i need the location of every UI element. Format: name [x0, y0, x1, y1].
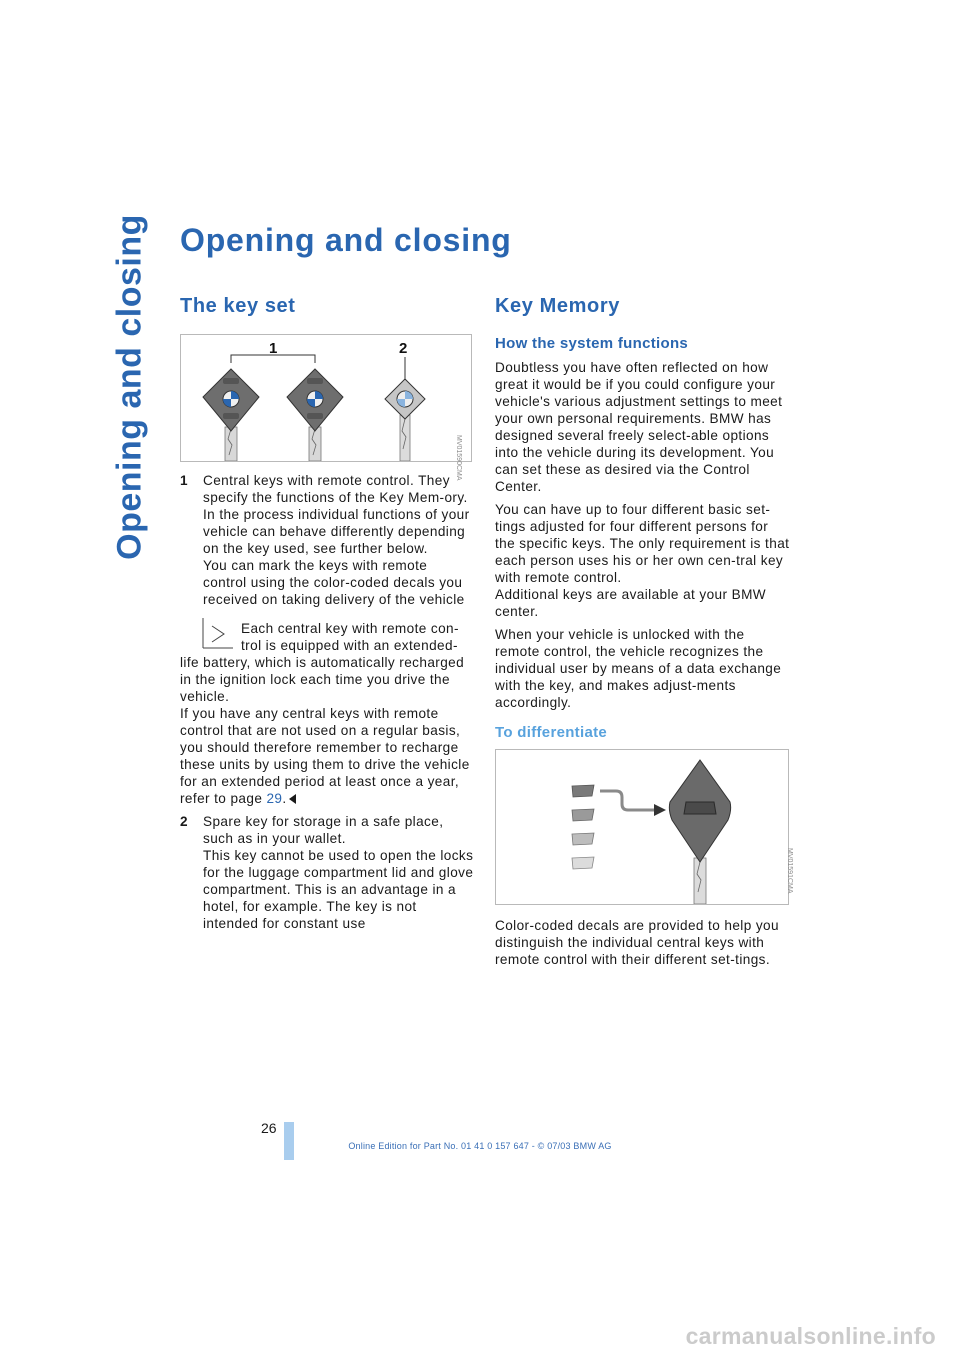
- decals-figure: [495, 749, 793, 905]
- list-item-central-keys: [180, 472, 475, 807]
- arrow-icon: [654, 804, 666, 816]
- note-text-a: Each central key with remote con-trol is equipped with an extended-: [241, 621, 459, 653]
- page-number: 26: [261, 1120, 277, 1136]
- decals-illustration: [496, 750, 788, 904]
- figure-code: MV01591CMA: [786, 848, 793, 894]
- note-text-c: If you have any central keys with remote control that are not used on a regular basis, you should therefore remember to recharge these units by using them to drive the vehicle for an extended period at least once a year, refer to page: [180, 706, 470, 806]
- end-mark-icon: [289, 794, 296, 804]
- central-key-icon: [287, 369, 343, 461]
- decal-icon: [572, 833, 594, 845]
- paragraph-2: You can have up to four different basic set-tings adjusted for four different persons for the specific keys. The only requirement is that each person uses his or her own cen-tral key with remote control.: [495, 502, 790, 585]
- keys-illustration: [181, 335, 471, 461]
- right-column: [495, 292, 792, 974]
- key-set-figure: [180, 334, 472, 481]
- item-number: 2: [180, 814, 188, 829]
- figure-label-2: 2: [399, 340, 408, 357]
- paragraph-3: When your vehicle is unlocked with the remote control, the vehicle recognizes the individual user by means of a data exchange with the key, and makes adjust-ments accordingly.: [495, 627, 782, 710]
- item-text: Central keys with remote control. They specify the functions of the Key Mem-ory. In the process individual functions of your vehicle can behave differently depending on the key used, see further below.: [203, 473, 470, 556]
- paragraph-4: Color-coded decals are provided to help you distinguish the individual central keys with remote control with their different set-tings.: [495, 918, 779, 967]
- item-text-continued: You can mark the keys with remote control using the color-coded decals you received on taking delivery of the vehicle: [203, 558, 465, 607]
- left-column: [180, 292, 475, 938]
- side-tab: [100, 214, 160, 560]
- key-memory-heading: Key Memory: [495, 295, 620, 317]
- battery-note: [180, 612, 475, 807]
- system-functions-heading: How the system functions: [495, 335, 689, 352]
- note-arrow-icon: [202, 617, 234, 649]
- note-text-b: life battery, which is automatically recharged in the ignition lock each time you drive the vehicle.: [180, 655, 465, 704]
- page-title: Opening and closing: [180, 222, 512, 258]
- list-item-spare-key: [180, 813, 475, 932]
- figure-code: MV01590CMA: [455, 435, 462, 481]
- side-tab-label: Opening and closing: [110, 214, 149, 560]
- page-link[interactable]: 29: [266, 791, 283, 806]
- item-text-continued: This key cannot be used to open the locks for the luggage compartment lid and glove compartment. This is an advantage in a hotel, for example. The key is not intended for constant use: [203, 848, 474, 931]
- note-end-text: .: [282, 791, 287, 806]
- decal-icon: [572, 809, 594, 821]
- watermark: carmanualsonline.info: [685, 1323, 936, 1349]
- item-text: Spare key for storage in a safe place, such as in your wallet.: [203, 814, 444, 846]
- decal-icon: [572, 785, 594, 797]
- figure-label-1: 1: [269, 340, 278, 357]
- key-set-heading: The key set: [180, 295, 296, 317]
- paragraph-1: Doubtless you have often reflected on how great it would be if you could configure your vehicle's various adjustment settings to meet your own personal requirements. BMW has designed several freely select-able options into the vehicle during its development. You can set these as desired via the Control Center.: [495, 360, 783, 494]
- paragraph-2b: Additional keys are available at your BMW center.: [495, 587, 767, 619]
- item-number: 1: [180, 473, 188, 488]
- spare-key-icon: [385, 379, 425, 461]
- central-key-icon: [203, 369, 259, 461]
- footer-note: Online Edition for Part No. 01 41 0 157 647 - © 07/03 BMW AG: [348, 1141, 612, 1151]
- central-key-icon: [669, 760, 730, 904]
- differentiate-heading: To differentiate: [495, 724, 608, 741]
- decal-icon: [572, 857, 594, 869]
